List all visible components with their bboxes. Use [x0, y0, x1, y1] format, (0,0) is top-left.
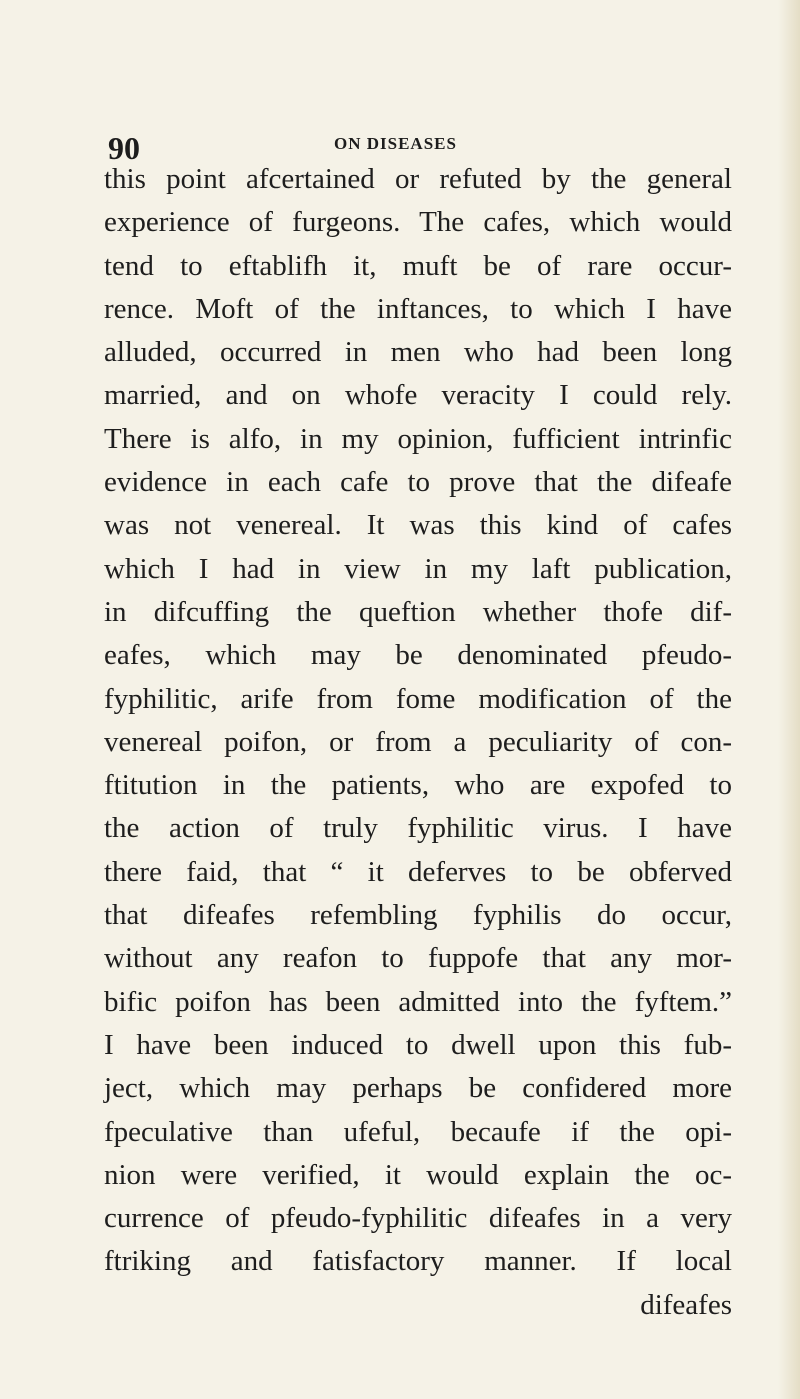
text-line: was not venereal. It was this kind of cafes	[104, 509, 732, 542]
text-line: this point afcertained or refuted by the general	[104, 163, 732, 195]
text-line: ftitution in the patients, who are expofed to	[104, 769, 732, 802]
text-line: I have been induced to dwell upon this fub-	[104, 1028, 732, 1061]
text-line: which I had in view in my laft publication,	[104, 552, 732, 585]
page-edge-shadow	[778, 0, 800, 1399]
text-line: in difcuffing the queftion whether thofe dif-	[104, 595, 732, 628]
text-line: nion were verified, it would explain the oc-	[104, 1158, 732, 1191]
page-number: 90	[108, 130, 140, 166]
text-line: without any reafon to fuppofe that any mor-	[104, 942, 732, 975]
text-line: alluded, occurred in men who had been long	[104, 336, 732, 369]
text-line: fyphilitic, arife from fome modification of the	[104, 682, 732, 715]
text-line: that difeafes refembling fyphilis do occur,	[104, 899, 732, 932]
running-head: ON DISEASES	[334, 134, 457, 153]
text-line: venereal poifon, or from a peculiarity of con-	[104, 725, 732, 758]
text-line: rence. Moft of the inftances, to which I have	[104, 292, 732, 325]
text-line: currence of pfeudo-fyphilitic difeafes in a very	[104, 1202, 732, 1235]
text-line: tend to eftablifh it, muft be of rare occur-	[104, 249, 732, 282]
text-line: There is alfo, in my opinion, fufficient intrinfic	[104, 422, 732, 455]
text-line: ject, which may perhaps be confidered more	[104, 1072, 732, 1105]
text-line: fpeculative than ufeful, becaufe if the opi-	[104, 1115, 732, 1148]
text-line: experience of furgeons. The cafes, which would	[104, 206, 732, 239]
text-line: ftriking and fatisfactory manner. If local	[104, 1245, 732, 1278]
text-line: there faid, that “ it deferves to be obferved	[104, 855, 732, 888]
catchword: difeafes	[640, 1288, 732, 1321]
text-line: the action of truly fyphilitic virus. I have	[104, 812, 732, 845]
text-line: bific poifon has been admitted into the fyftem.”	[104, 985, 732, 1018]
text-line: married, and on whofe veracity I could rely.	[104, 379, 732, 412]
text-line: evidence in each cafe to prove that the difeafe	[104, 466, 732, 499]
text-line: eafes, which may be denominated pfeudo-	[104, 639, 732, 672]
body-text	[104, 158, 732, 1327]
